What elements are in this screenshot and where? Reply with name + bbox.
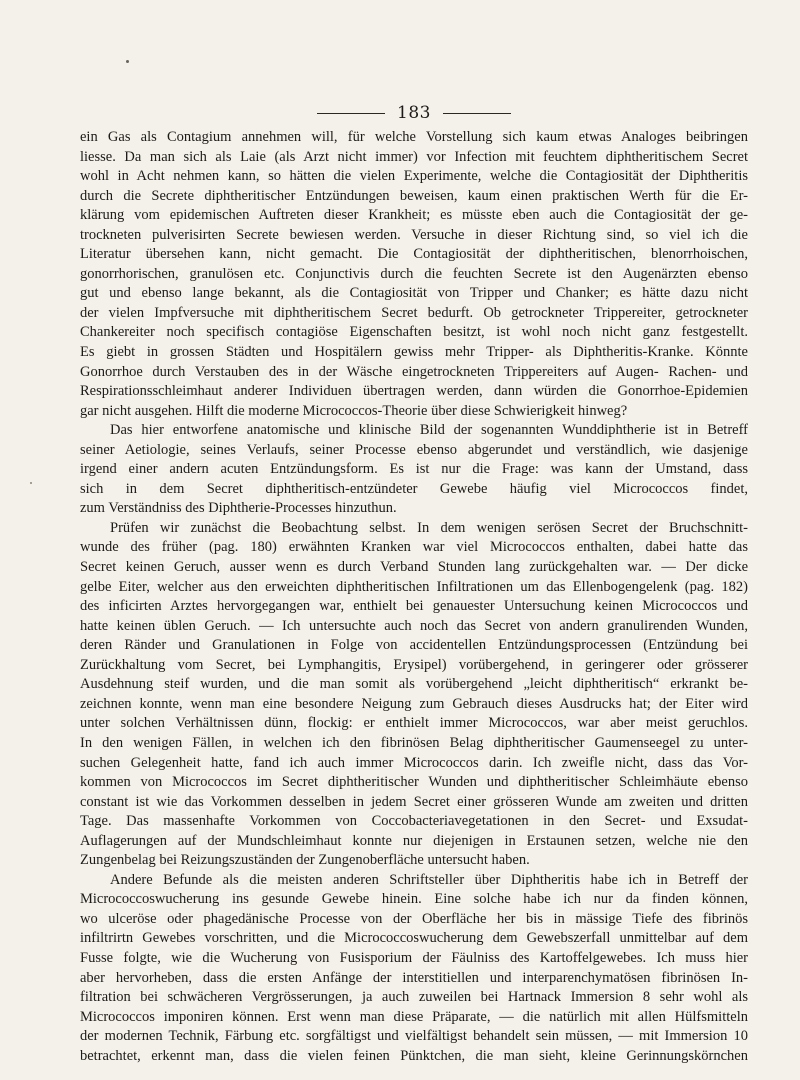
- text-line: Micrococcos imponiren können. Erst wenn man diese Präparate, — die natürlich mit allen Hülfsmitteln: [80, 1008, 748, 1025]
- text-line: sich in dem Secret diphtheritisch-entzündeter Gewebe häufig viel Micrococcos findet,: [80, 480, 748, 497]
- text-line: Andere Befunde als die meisten anderen Schriftsteller über Diphtheritis habe ich in Betreff der: [110, 871, 748, 888]
- print-speck: [30, 482, 32, 484]
- text-line: gonorrhorischen, granulösen etc. Conjunctivis durch die feuchten Secrete ist den Augenärzten ebenso: [80, 265, 748, 282]
- text-line: durch die Secrete diphtheritischer Entzündungen beweisen, kaum einen praktischen Werth für die Er-: [80, 187, 748, 204]
- text-line: unter solchen Verhältnissen dünn, flockig: er enthielt immer Micrococcos, war aber meist geruchlos.: [80, 715, 748, 732]
- text-line: des inficirten Arztes hervorgegangen war, enthielt bei genauester Untersuchung keinen Micrococcos und: [80, 598, 748, 615]
- page-number: 183: [397, 103, 431, 123]
- text-line: ein Gas als Contagium annehmen will, für welche Vorstellung sich kaum etwas Analoges beibringen: [80, 129, 748, 145]
- text-line: suchen Gelegenheit hatte, fand ich auch immer Micrococcos darin. Ich zweifle nicht, dass das Vor-: [80, 754, 748, 771]
- text-line: Auflagerungen auf der Mundschleimhaut konnte nur diejenigen in Erstaunen setzen, welche nie den: [80, 832, 748, 849]
- text-line: irgend einer andern acuten Entzündungsform. Es ist nur die Frage: was kann der Umstand, dass: [80, 461, 748, 478]
- text-line: Zurückhaltung vom Secret, bei Lymphangitis, Erysipel) vorübergehend, in geringerer oder grösserer: [80, 656, 748, 673]
- text-line: kommen von Micrococcos im Secret diphtheritischer Wunden und diphtheritischer Schleimhäute ebenso: [80, 774, 748, 791]
- text-line: der modernen Technik, Färbung etc. sorgfältigst und vielfältigst behandelt sein müssen, — mit Immersion 10: [80, 1028, 748, 1045]
- text-line: Secret keinen Geruch, ausser wenn es durch Verband Stunden lang zurückgehalten war. — Der dicke: [80, 559, 748, 576]
- text-line: deren Ränder und Granulationen in Folge von accidentellen Entzündungsprocessen (Entzündung bei: [80, 637, 748, 654]
- text-line: In den wenigen Fällen, in welchen ich den fibrinösen Belag diphtheritischer Gaumenseegel zu unter-: [80, 734, 748, 751]
- text-line: Das hier entworfene anatomische und klinische Bild der sogenannten Wunddiphtherie ist in Betreff: [110, 422, 748, 439]
- text-line: zum Verständniss des Diphtherie-Processes hinzuthun.: [80, 500, 397, 517]
- header-rule-right: [443, 113, 511, 114]
- text-line: trockneten pulverisirten Secrete bewiesen werden. Versuche in dieser Richtung sind, so viel ich die: [80, 226, 748, 243]
- text-line: Literatur übersehen kann, nicht gemacht. Die Contagiosität der diphtheritischen, blenorrhoischen,: [80, 246, 748, 263]
- text-line: infiltrirtn Gewebes vorschritten, und die Micrococcoswucherung dem Gewebszerfall unmittelbar auf dem: [80, 930, 748, 947]
- text-line: gelbe Eiter, welcher aus den erweichten diphtheritischen Infiltrationen um das Ellenbogengelenk (pag. 182): [80, 578, 748, 595]
- header-rule-left: [317, 113, 385, 114]
- text-line: Respirationsschleimhaut anderer Individuen übertragen werden, dann würden die Gonorrhoe-Epidemien: [80, 383, 748, 400]
- body-text: [80, 128, 748, 1066]
- text-line: seiner Aetiologie, seines Verlaufs, seiner Processe ebenso abgerundet und verständlich, wie dasjenige: [80, 441, 748, 458]
- text-line: constant ist wie das Vorkommen desselben in jedem Secret einer grösseren Wunde am zweiten und dritten: [80, 793, 748, 810]
- text-line: Prüfen wir zunächst die Beobachtung selbst. In dem wenigen serösen Secret der Bruchschnitt-: [110, 519, 748, 536]
- text-line: wunde des früher (pag. 180) erwähnten Kranken war viel Micrococcos enthalten, dabei hatte das: [80, 539, 748, 556]
- text-line: Zungenbelag bei Reizungszuständen der Zungenoberfläche untersucht haben.: [80, 852, 530, 869]
- text-line: klärung vom epidemischen Auftreten dieser Krankheit; es müsste eben auch die Contagiosität der ge-: [80, 207, 748, 224]
- text-line: Chankereiter noch specifisch contagiöse Eigenschaften besitzt, ist wohl noch nicht ganz festgestellt.: [80, 324, 748, 341]
- text-line: Fusse folgte, wie die Wucherung von Fusisporium der Fäulniss des Kartoffelgewebes. Ich muss hier: [80, 949, 748, 966]
- page-header: [80, 103, 748, 123]
- text-line: gut und ebenso lange bekannt, als die Contagiosität von Tripper und Chanker; es hätte dazu nicht: [80, 285, 748, 302]
- text-line: zeichnen konnte, wenn man eine besondere Neigung zum Gebrauch dieses Ausdrucks hat; der Eiter wird: [80, 695, 748, 712]
- text-line: aber hervorheben, dass die ersten Anfänge der interstitiellen und interparenchymatösen fibrinösen In-: [80, 969, 748, 986]
- text-line: Es giebt in grossen Städten und Hospitälern gewiss mehr Tripper- als Diphtheritis-Kranke. Könnte: [80, 344, 748, 361]
- text-line: der vielen Impfversuche mit diphtheritischem Secret bedurft. Ob getrockneter Trippereiter, getrockneter: [80, 304, 748, 321]
- text-line: betrachtet, erkennt man, dass die vielen feinen Pünktchen, die man sieht, kleine Gerinnungskörnchen: [80, 1047, 748, 1064]
- text-line: Tage. Das massenhafte Vorkommen von Coccobacteriavegetationen in den Secret- und Exsudat-: [80, 813, 748, 830]
- text-line: wo ulceröse oder phagedänische Processe von der Oberfläche her bis in mässige Tiefe des fibrinös: [80, 910, 748, 927]
- print-speck: [126, 60, 129, 63]
- text-line: hatte keinen üblen Geruch. — Ich untersuchte auch noch das Secret von andern granulirenden Wunden,: [80, 617, 748, 634]
- text-line: gar nicht ausgehen. Hilft die moderne Micrococcos-Theorie über diese Schwierigkeit hinweg?: [80, 402, 628, 419]
- text-line: Micrococcoswucherung ins gesunde Gewebe hinein. Eine solche habe ich nur da finden können,: [80, 891, 748, 908]
- text-line: liesse. Da man sich als Laie (als Arzt nicht immer) vor Infection mit feuchtem diphtheritischem Secret: [80, 148, 748, 165]
- text-line: Gonorrhoe durch Verstauben des in der Wäsche eingetrockneten Trippereiters auf Augen- Rachen- und: [80, 363, 748, 380]
- text-line: wohl in Acht nehmen kann, so hätten die vielen Experimente, welche die Contagiosität der Diphtheritis: [80, 168, 748, 185]
- text-line: filtration bei schwächeren Vergrösserungen, ja auch zuweilen bei Hartnack Immersion 8 sehr wohl als: [80, 989, 748, 1006]
- text-line: Ausdehnung steif wurden, und die man somit als vorübergehend „leicht diphtheritisch“ erkrankt be-: [80, 676, 748, 693]
